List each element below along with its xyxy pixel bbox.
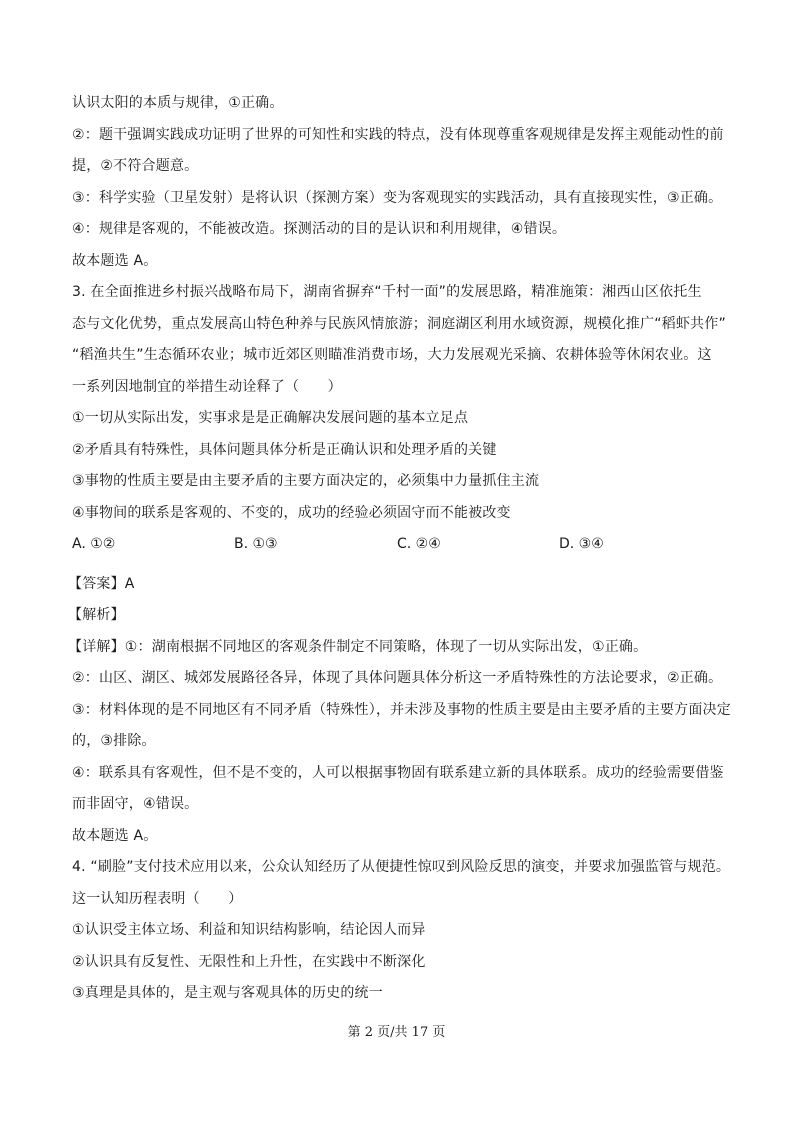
question-3-stem: 态与文化优势，重点发展高山特色种养与民族风情旅游；洞庭湖区利用水域资源，规模化推广“稻虾共作”	[72, 316, 726, 332]
question-3-stem: “稻渔共生”生态循环农业；城市近郊区则瞄准消费市场，大力发展观光采摘、农耕体验等休闲农业。这	[72, 347, 712, 363]
question-4-stem: 这一认知历程表明（ ）	[72, 891, 243, 907]
choice-b: B. ①③	[234, 536, 278, 552]
text-line: 认识太阳的本质与规律，①正确。	[72, 95, 284, 111]
choice-a: A. ①②	[72, 536, 116, 552]
page-number-footer: 第 2 页/共 17 页	[347, 1025, 446, 1040]
question-3-option: ③事物的性质主要是由主要矛盾的主要方面决定的，必须集中力量抓住主流	[72, 473, 540, 489]
choice-c: C. ②④	[397, 536, 441, 552]
text-line: ③：科学实验（卫星发射）是将认识（探测方案）变为客观现实的实践活动，具有直接现实性，③正确。	[72, 190, 723, 206]
explanation-line: 的，③排除。	[72, 733, 156, 749]
explanation-line: ②：山区、湖区、城郊发展路径各异，体现了具体问题具体分析这一矛盾特殊性的方法论要求，②正确。	[72, 670, 723, 686]
question-4-option: ②认识具有反复性、无限性和上升性，在实践中不断深化	[72, 954, 426, 970]
text-line: ④：规律是客观的，不能被改造。探测活动的目的是认识和利用规律，④错误。	[72, 221, 567, 237]
explanation-line: ④：联系具有客观性，但不是不变的，人可以根据事物固有联系建立新的具体联系。成功的经验需要借鉴	[72, 765, 724, 781]
choice-d: D. ③④	[559, 536, 604, 552]
text-line: 故本题选 A。	[72, 253, 158, 269]
text-line: ②：题干强调实践成功证明了世界的可知性和实践的特点，没有体现尊重客观规律是发挥主观能动性的前	[72, 127, 724, 143]
explanation-line: 【详解】①：湖南根据不同地区的客观条件制定不同策略，体现了一切从实际出发，①正确。	[68, 639, 648, 655]
explanation-line: ③：材料体现的是不同地区有不同矛盾（特殊性），并未涉及事物的性质主要是由主要矛盾的主要方面决定	[72, 702, 731, 718]
question-3-option: ②矛盾具有特殊性，具体问题具体分析是正确认识和处理矛盾的关键	[72, 442, 497, 458]
analysis-label: 【解析】	[68, 607, 125, 623]
answer-label: 【答案】A	[68, 576, 135, 592]
question-4-option: ③真理是具体的，是主观与客观具体的历史的统一	[72, 985, 383, 1001]
question-3-option: ①一切从实际出发，实事求是是正确解决发展问题的基本立足点	[72, 410, 469, 426]
question-4-option: ①认识受主体立场、利益和知识结构影响，结论因人而异	[72, 922, 426, 938]
explanation-line: 而非固守，④错误。	[72, 796, 199, 812]
text-line: 提，②不符合题意。	[72, 158, 199, 174]
question-3-stem: 3. 在全面推进乡村振兴战略布局下，湖南省摒弃“千村一面”的发展思路，精准施策：湘西山区依托生	[72, 284, 702, 300]
question-3-option: ④事物间的联系是客观的、不变的，成功的经验必须固守而不能被改变	[72, 505, 511, 521]
explanation-line: 故本题选 A。	[72, 828, 158, 844]
question-4-stem: 4. “刷脸”支付技术应用以来，公众认知经历了从便捷性惊叹到风险反思的演变，并要求加强监管与规范。	[72, 859, 731, 875]
question-3-stem: 一系列因地制宜的举措生动诠释了（ ）	[72, 379, 342, 395]
